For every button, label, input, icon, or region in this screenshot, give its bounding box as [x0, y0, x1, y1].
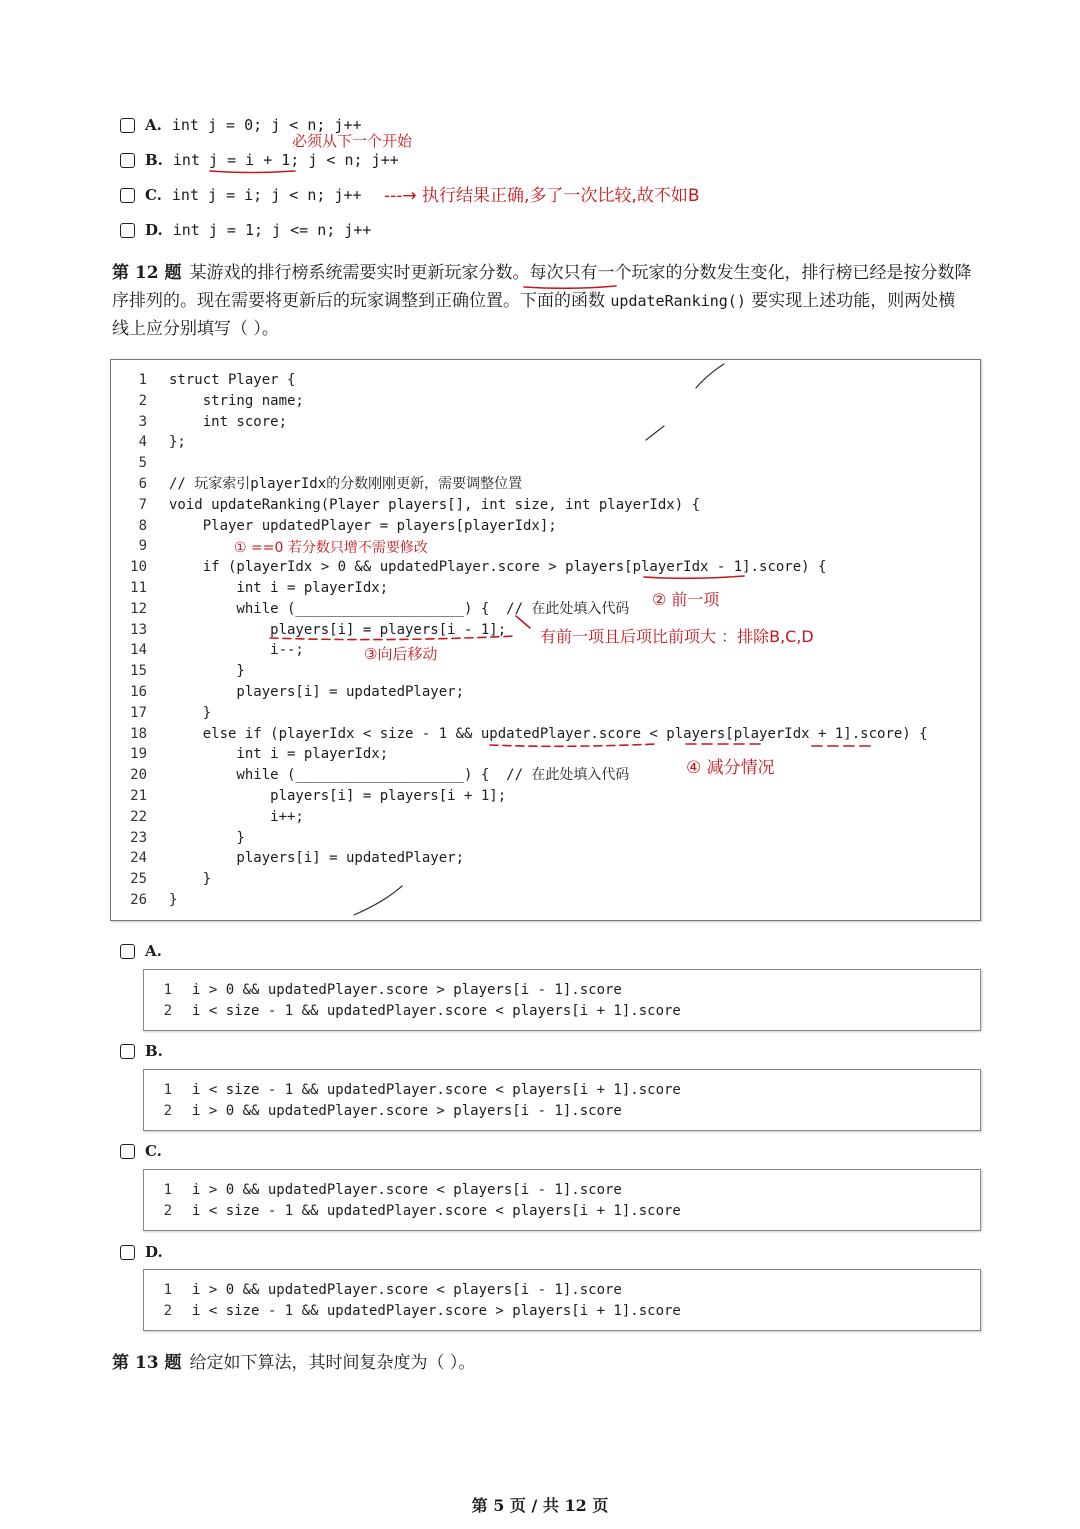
line-number: 1	[163, 1082, 172, 1098]
line-code: i > 0 && updatedPlayer.score < players[i - 1].score	[192, 1182, 622, 1198]
line-number: 2	[163, 1103, 172, 1119]
question-line-3: 线上应分别填写（ ）。	[112, 319, 279, 339]
handwritten-note-2: ② 前一项	[652, 590, 720, 609]
line-code: i++;	[169, 808, 304, 825]
option-letter: D.	[145, 1243, 163, 1261]
line-code: i < size - 1 && updatedPlayer.score < players[i + 1].score	[192, 1003, 681, 1019]
arrow-stroke	[516, 616, 530, 628]
line-code: int i = playerIdx;	[169, 580, 389, 596]
underline-condition	[490, 744, 656, 746]
handwritten-note-1: ① ==0 若分数只增不需要修改	[234, 540, 428, 556]
line-code: // 玩家索引playerIdx的分数刚刚更新，需要调整位置	[169, 476, 523, 492]
underline-option-b	[210, 171, 295, 173]
option-letter: B.	[145, 151, 163, 169]
option-letter: D.	[145, 221, 163, 239]
line-number: 20	[130, 767, 147, 784]
line-number: 12	[130, 600, 147, 617]
option-letter: B.	[145, 1042, 163, 1060]
handwritten-note-4: ④ 减分情况	[686, 758, 775, 778]
line-code: string name;	[169, 392, 304, 409]
pencil-stroke	[354, 886, 402, 915]
line-number: 5	[138, 455, 147, 472]
line-number: 1	[163, 982, 172, 998]
line-number: 17	[130, 704, 147, 721]
pencil-stroke	[696, 364, 724, 388]
pencil-stroke	[646, 426, 664, 440]
option-letter: A.	[145, 942, 162, 960]
underline-prev-index	[644, 576, 744, 578]
line-code: i < size - 1 && updatedPlayer.score < players[i + 1].score	[192, 1082, 681, 1098]
option-letter: A.	[145, 116, 162, 134]
line-code: while (____________________) { // 在此处填入代码	[169, 600, 630, 617]
option-code: int j = 0; j < n; j++	[171, 116, 362, 134]
handwritten-note-3b: 有前一项且后项比前项大 ：排除B,C,D	[540, 627, 814, 646]
option-letter: C.	[145, 1142, 162, 1160]
line-number: 1	[138, 372, 147, 388]
line-number: 25	[130, 871, 147, 888]
line-code: i > 0 && updatedPlayer.score > players[i - 1].score	[192, 982, 622, 998]
line-number: 6	[138, 476, 147, 492]
line-code: int score;	[169, 413, 288, 430]
line-number: 1	[163, 1282, 172, 1298]
line-code: if (playerIdx > 0 && updatedPlayer.score > players[playerIdx - 1].score) {	[169, 559, 827, 576]
line-number: 23	[130, 829, 147, 846]
page-footer: 第 5 页 / 共 12 页	[471, 1496, 609, 1515]
line-code: }	[169, 829, 245, 846]
line-code: };	[169, 434, 186, 451]
question-line-2b: 要实现上述功能，则两处横	[745, 291, 956, 311]
line-number: 14	[130, 642, 147, 659]
line-code: int i = playerIdx;	[169, 746, 389, 763]
line-code: players[i] = players[i + 1];	[169, 788, 507, 804]
line-code: else if (playerIdx < size - 1 && updatedPlayer.score < players[playerIdx + 1].score) {	[169, 725, 928, 742]
line-code: players[i] = players[i - 1];	[169, 621, 507, 638]
line-number: 24	[130, 850, 147, 867]
line-code: }	[169, 704, 212, 721]
line-code: players[i] = updatedPlayer;	[169, 684, 465, 700]
line-number: 7	[138, 496, 147, 513]
question-text: 给定如下算法，其时间复杂度为（ ）。	[189, 1353, 476, 1373]
line-number: 10	[130, 559, 147, 576]
line-number: 15	[130, 663, 147, 680]
line-code: i > 0 && updatedPlayer.score > players[i - 1].score	[192, 1103, 622, 1119]
line-code: i < size - 1 && updatedPlayer.score < players[i + 1].score	[192, 1203, 681, 1219]
line-code: }	[169, 663, 245, 680]
line-number: 2	[163, 1303, 172, 1319]
line-number: 26	[130, 892, 147, 908]
line-code: struct Player {	[169, 372, 296, 388]
underline-each-time	[524, 286, 616, 288]
line-number: 2	[163, 1203, 172, 1219]
question-line-2a: 序排列的。现在需要将更新后的玩家调整到正确位置。下面的函数	[112, 291, 611, 311]
line-number: 3	[138, 413, 147, 430]
line-code: i < size - 1 && updatedPlayer.score > players[i + 1].score	[192, 1303, 681, 1319]
line-code: void updateRanking(Player players[], int size, int playerIdx) {	[169, 496, 701, 513]
line-number: 8	[138, 517, 147, 534]
line-number: 18	[130, 725, 147, 742]
question-number: 第 13 题	[112, 1353, 182, 1373]
option-code: int j = 1; j <= n; j++	[172, 221, 372, 239]
line-number: 22	[130, 808, 147, 825]
function-name: updateRanking()	[610, 292, 746, 310]
option-letter: C.	[145, 186, 162, 204]
question-number: 第 12 题	[112, 263, 182, 283]
line-number: 2	[163, 1003, 172, 1019]
line-code: players[i] = updatedPlayer;	[169, 850, 465, 867]
line-number: 9	[138, 538, 147, 555]
line-number: 19	[130, 746, 147, 763]
line-code: while (____________________) { // 在此处填入代码	[169, 767, 630, 784]
line-code: }	[169, 892, 178, 908]
question-line-1: 某游戏的排行榜系统需要实时更新玩家分数。每次只有一个玩家的分数发生变化，排行榜已经是按分数降	[189, 263, 972, 283]
line-code: i--;	[169, 642, 304, 659]
line-number: 16	[130, 684, 147, 700]
line-number: 1	[163, 1182, 172, 1198]
line-code: i > 0 && updatedPlayer.score < players[i - 1].score	[192, 1282, 622, 1298]
line-number: 4	[138, 434, 147, 451]
handwritten-note-b: 必须从下一个开始	[292, 132, 413, 150]
option-code: int j = i + 1; j < n; j++	[172, 151, 399, 169]
handwritten-note-c: ---→ 执行结果正确,多了一次比较,故不如B	[384, 186, 700, 206]
handwritten-note-3: ③向后移动	[364, 645, 438, 663]
line-code: Player updatedPlayer = players[playerIdx];	[169, 517, 557, 534]
line-number: 13	[130, 621, 147, 638]
line-number: 2	[138, 392, 147, 409]
option-code: int j = i; j < n; j++	[171, 186, 362, 204]
line-number: 11	[130, 580, 147, 596]
line-code: }	[169, 871, 212, 888]
line-number: 21	[130, 788, 147, 804]
underline-shift	[270, 636, 515, 640]
